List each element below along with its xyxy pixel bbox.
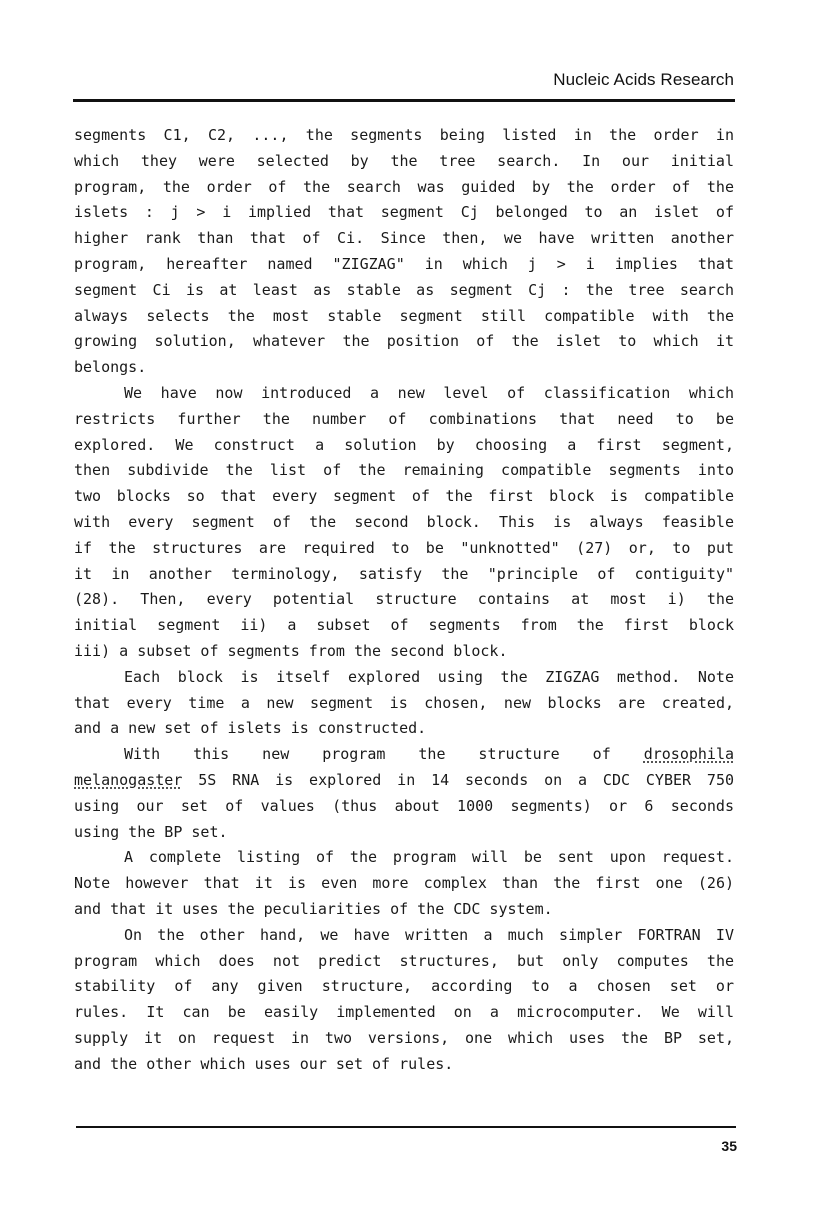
text-line: program which does not predict structures, but only computes the xyxy=(74,951,734,970)
text-line: segments C1, C2, ..., the segments being listed in the order in xyxy=(74,126,734,144)
text-line: explored. We construct a solution by choosing a first segment, xyxy=(74,435,734,454)
text-line: then subdivide the list of the remaining compatible segments into xyxy=(74,461,734,480)
text-line: belongs. xyxy=(74,358,147,377)
paragraph xyxy=(74,665,734,742)
species-genus: drosophila xyxy=(643,745,735,764)
paragraph xyxy=(74,923,734,1078)
text-line: that every time a new segment is chosen, new blocks are created, xyxy=(74,693,734,712)
text-line: which they were selected by the tree search. In our initial xyxy=(74,151,734,170)
text-line: iii) a subset of segments from the second block. xyxy=(74,641,508,660)
article-body xyxy=(74,123,734,1077)
text-line: always selects the most stable segment still compatible with the xyxy=(74,306,734,325)
paragraph xyxy=(74,123,734,381)
paragraph xyxy=(74,381,734,665)
text-line: it in another terminology, satisfy the "principle of contiguity" xyxy=(74,564,734,583)
text-line: if the structures are required to be "unknotted" (27) or, to put xyxy=(74,538,734,557)
text-line: islets : j > i implied that segment Cj belonged to an islet of xyxy=(74,203,734,222)
text-line: initial segment ii) a subset of segments from the first block xyxy=(74,616,734,635)
text-fragment: With this new program the structure of xyxy=(124,745,611,764)
text-line: supply it on request in two versions, one which uses the BP set, xyxy=(74,1028,734,1047)
species-epithet: melanogaster xyxy=(74,770,183,789)
text-line: A complete listing of the program will be sent upon request. xyxy=(124,848,734,867)
text-line: using our set of values (thus about 1000 segments) or 6 seconds xyxy=(74,796,734,815)
text-line xyxy=(74,742,734,768)
text-line: segment Ci is at least as stable as segment Cj : the tree search xyxy=(74,280,734,299)
text-line: Note however that it is even more complex than the first one (26) xyxy=(74,874,734,893)
text-line: restricts further the number of combinations that need to be xyxy=(74,409,734,428)
paragraph xyxy=(74,742,734,845)
page-number: 35 xyxy=(721,1138,737,1154)
text-line: program, the order of the search was guided by the order of the xyxy=(74,177,734,196)
text-fragment: 5S RNA is explored in 14 seconds on a CDC CYBER 750 xyxy=(198,770,734,789)
text-line: two blocks so that every segment of the first block is compatible xyxy=(74,487,734,506)
journal-title: Nucleic Acids Research xyxy=(553,70,734,89)
text-line: program, hereafter named "ZIGZAG" in which j > i implies that xyxy=(74,254,734,273)
footer-rule xyxy=(76,1126,736,1128)
text-line: higher rank than that of Ci. Since then, we have written another xyxy=(74,229,734,248)
text-line: stability of any given structure, according to a chosen set or xyxy=(74,977,734,996)
paragraph xyxy=(74,845,734,922)
text-line: growing solution, whatever the position of the islet to which it xyxy=(74,332,734,351)
text-line: and that it uses the peculiarities of the CDC system. xyxy=(74,899,553,918)
text-line: and a new set of islets is constructed. xyxy=(74,719,427,738)
text-line: We have now introduced a new level of classification which xyxy=(124,383,734,402)
text-line: with every segment of the second block. This is always feasible xyxy=(74,512,734,531)
text-line: On the other hand, we have written a much simpler FORTRAN IV xyxy=(124,925,734,944)
text-line xyxy=(74,768,734,794)
text-line: using the BP set. xyxy=(74,822,228,841)
text-line: rules. It can be easily implemented on a microcomputer. We will xyxy=(74,1003,734,1022)
header-rule xyxy=(73,99,735,102)
text-line: and the other which uses our set of rules. xyxy=(74,1054,454,1073)
text-line: Each block is itself explored using the ZIGZAG method. Note xyxy=(124,667,734,686)
text-line: (28). Then, every potential structure contains at most i) the xyxy=(74,590,734,609)
